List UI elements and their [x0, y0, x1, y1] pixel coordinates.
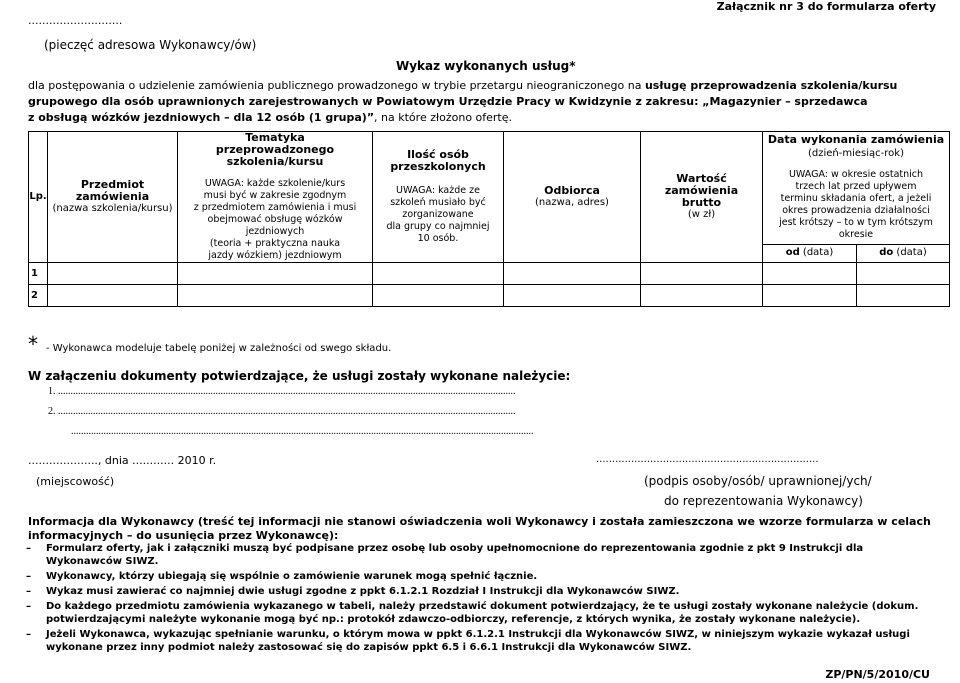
row-cell[interactable] — [763, 263, 857, 285]
header-count-title-1: Ilość osób — [407, 148, 469, 161]
row-cell[interactable] — [641, 285, 763, 307]
header-subject-sub: (nazwa szkolenia/kursu) — [52, 203, 173, 214]
row-number: 1 — [29, 263, 48, 285]
header-date-to — [857, 244, 950, 262]
header-count-note-3: zorganizowane — [402, 209, 474, 220]
header-subject — [48, 132, 178, 263]
header-topic-title-2: przeprowadzonego — [215, 143, 335, 156]
list-dash: – — [26, 586, 31, 597]
header-value-sub: (w zł) — [687, 209, 716, 220]
header-topic — [178, 132, 373, 263]
intro-line-1-bold: usługę przeprowadzenia szkolenia/kursu — [644, 79, 898, 92]
header-count-title-2: przeszkolonych — [390, 160, 486, 173]
row-cell[interactable] — [641, 263, 763, 285]
header-value — [641, 132, 763, 263]
header-date-note-3: terminu składania ofert, a jeżeli — [780, 193, 932, 204]
row-cell[interactable] — [857, 285, 950, 307]
info-heading-line-2: informacyjnych – do usunięcia przez Wykonawcę): — [28, 529, 339, 542]
header-client-sub: (nazwa, adres) — [535, 197, 609, 208]
header-date-to-bold: do — [879, 247, 894, 259]
info-heading-rest: (treść tej informacji nie stanowi oświadczenia woli Wykonawcy i została zamieszczona we wzorze formularza w celach — [194, 515, 931, 528]
header-date-note-4: okres prowadzenia działalności — [782, 205, 930, 216]
attachments-heading: W załączeniu dokumenty potwierdzające, że usługi zostały wykonane należycie: — [28, 369, 571, 383]
intro-line-1 — [28, 79, 897, 92]
header-client-title: Odbiorca — [544, 184, 600, 197]
list-dash: – — [26, 571, 31, 582]
header-subject-title-2: zamówienia — [75, 190, 150, 203]
header-topic-title-3: szkolenia/kursu — [226, 155, 324, 168]
place-date[interactable]: ...................., dnia ............ 2010 r. — [28, 454, 217, 467]
info-item — [26, 600, 938, 626]
document-title: Wykaz wykonanych usług* — [396, 59, 576, 73]
footer-code: ZP/PN/5/2010/CU — [825, 668, 930, 681]
header-date-from-bold: od — [785, 247, 800, 259]
header-date-from-rest: (data) — [799, 247, 834, 259]
header-topic-note-5: (teoria + praktyczna nauka — [209, 238, 341, 249]
header-count-note-5: 10 osób. — [417, 233, 459, 244]
header-date-note-5: jest krótszy – to w tym krótszym — [779, 217, 933, 228]
info-item — [26, 585, 938, 598]
place-label: (miejscowość) — [36, 475, 115, 488]
row-cell[interactable] — [178, 285, 373, 307]
row-cell[interactable] — [48, 263, 178, 285]
row-number: 2 — [29, 285, 48, 307]
header-topic-note-6: jazdy wózkiem) jezdniowym — [208, 250, 342, 261]
row-cell[interactable] — [373, 285, 504, 307]
intro-line-3 — [28, 111, 512, 124]
row-cell[interactable] — [763, 285, 857, 307]
header-client — [504, 132, 641, 263]
header-topic-note-1: UWAGA: każde szkolenie/kurs — [204, 178, 346, 189]
header-value-title-3: brutto — [681, 196, 722, 209]
attachment-label: Załącznik nr 3 do formularza oferty — [716, 0, 936, 13]
list-dash: – — [26, 543, 31, 554]
info-item-text: Wykaz musi zawierać co najmniej dwie usługi zgodne z ppkt 6.1.2.1 Rozdział I Instrukcji dla Wykonawców SIWZ. — [46, 586, 680, 597]
footnote-text: - Wykonawca modeluje tabelę poniżej w zależności od swego składu. — [46, 343, 392, 354]
row-cell[interactable] — [373, 263, 504, 285]
header-value-title-2: zamówienia — [664, 184, 739, 197]
row-cell[interactable] — [857, 263, 950, 285]
intro-line-2: grupowego dla osób uprawnionych zarejestrowanych w Powiatowym Urzędzie Pracy w Kwidzynie z zakresu: „Magazynier – sprzedawca — [28, 95, 868, 108]
header-count-note-1: UWAGA: każde ze — [396, 185, 480, 196]
stamp-label: (pieczęć adresowa Wykonawcy/ów) — [44, 38, 257, 52]
info-heading-line-1 — [28, 515, 931, 528]
services-table — [28, 131, 950, 307]
table-row — [29, 263, 950, 285]
info-item-text: Formularz oferty, jak i załączniki muszą być podpisane przez osobę lub osoby upełnomocnione do reprezentowania zgodnie z pkt 9 Instrukcji dla Wykonawców SIWZ. — [46, 543, 864, 567]
header-topic-note-2: musi być w zakresie zgodnym — [203, 190, 347, 201]
info-item — [26, 570, 938, 583]
intro-line-1-normal: dla postępowania o udzielenie zamówienia publicznego prowadzonego w trybie przetargu nieograniczonego na — [28, 79, 645, 92]
row-cell[interactable] — [178, 263, 373, 285]
row-cell[interactable] — [48, 285, 178, 307]
header-value-title-1: Wartość — [676, 172, 727, 185]
header-date-note-1: UWAGA: w okresie ostatnich — [788, 169, 924, 180]
row-cell[interactable] — [504, 263, 641, 285]
attachment-line-3[interactable]: ......................................................................................................................................................................................... — [71, 426, 534, 437]
header-date-note-6: okresie — [838, 229, 874, 240]
attachment-line-2[interactable]: 2. ....................................................................................................................................................................................... — [48, 406, 516, 417]
header-date-note-2: trzech lat przed upływem — [795, 181, 917, 192]
info-item-text: Wykonawcy, którzy ubiegają się wspólnie o zamówienie warunek mogą spełnić łącznie. — [46, 571, 538, 582]
info-item — [26, 542, 938, 568]
header-date-title: Data wykonania zamówienia — [767, 133, 945, 146]
info-list — [26, 542, 938, 654]
header-date-sub: (dzień-miesiąc-rok) — [808, 148, 904, 159]
header-topic-note-4: obejmować obsługę wózków jezdniowych — [207, 214, 343, 237]
header-topic-title-1: Tematyka — [245, 131, 305, 144]
header-date — [763, 132, 950, 245]
header-count-note-4: dla grupy co najmniej — [386, 221, 490, 232]
intro-line-3-normal: , na które złożono ofertę. — [374, 111, 513, 124]
header-topic-note-3: z przedmiotem zamówienia i musi — [193, 202, 357, 213]
signature-label-1: (podpis osoby/osób/ uprawnionej/ych/ — [644, 474, 872, 488]
info-heading-bold: Informacja dla Wykonawcy — [28, 515, 195, 528]
stamp-dots: ........................... — [28, 14, 123, 27]
header-lp: Lp. — [29, 132, 48, 263]
info-item-text: Jeżeli Wykonawca, wykazując spełnianie warunku, o którym mowa w ppkt 6.1.2.1 Instrukcji dla Wykonawców SIWZ, w niniejszym wykazie wykazał usługi wykonane przez inny podmiot należy zastosować się do zapisów ppkt 6.5 i 6.6.1 Instrukcji dla Wykonawców SIWZ. — [46, 629, 910, 653]
header-subject-title-1: Przedmiot — [80, 178, 145, 191]
header-date-to-rest: (data) — [893, 247, 927, 259]
header-date-from — [763, 244, 857, 262]
list-dash: – — [26, 601, 31, 612]
attachment-line-1[interactable]: 1. ....................................................................................................................................................................................... — [48, 386, 516, 397]
signature-label-2: do reprezentowania Wykonawcy) — [664, 494, 863, 508]
row-cell[interactable] — [504, 285, 641, 307]
info-item-text: Do każdego przedmiotu zamówienia wykazanego w tabeli, należy przedstawić dokument potwierdzający, że te usługi zostały wykonane należycie (dokum. potwierdzającymi należyte wykonanie mogą być np.: protokół zdawczo-odbiorczy, referencje, z których wynika, że zostały wykonane należycie). — [46, 601, 919, 625]
info-item — [26, 628, 938, 654]
header-count-note-2: szkoleń musiało być — [390, 197, 486, 208]
footnote-star: * — [28, 332, 38, 356]
intro-line-3-bold: z obsługą wózków jezdniowych – dla 12 osób (1 grupa)” — [28, 111, 375, 124]
signature-dots[interactable]: ...................................................................... — [596, 454, 819, 465]
list-dash: – — [26, 629, 31, 640]
header-count — [373, 132, 504, 263]
table-row — [29, 285, 950, 307]
